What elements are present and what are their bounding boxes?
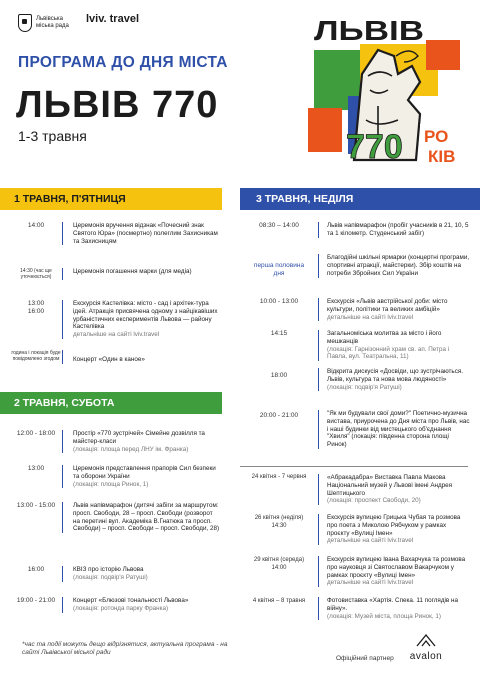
- day3-event: [240, 410, 470, 449]
- event-description: [318, 298, 470, 321]
- event-time: 08:30 – 14:00: [259, 222, 299, 229]
- event-description: [318, 597, 470, 620]
- event-text: Екскурсія Кастелівка: місто - сад і архітек-тура ідей. Атракція присвячена одному з найцікавіших урбаністичних експериментів Львова — району Кастелівка: [73, 300, 218, 331]
- partner-label: Офіційний партнер: [336, 655, 394, 662]
- event-time: 26 квітня (неділя) 14:30: [254, 515, 304, 529]
- event-location: (локація: проспект Свободи, 20): [327, 497, 421, 505]
- day3-header: 3 ТРАВНЯ, НЕДІЛЯ: [240, 188, 480, 210]
- event-description: [318, 410, 470, 449]
- event-time: 13:00: [27, 465, 45, 472]
- day1-event: [10, 268, 220, 280]
- event-time: 13:00 16:00: [27, 300, 45, 315]
- event-time: 10:00 - 13:00: [259, 298, 299, 305]
- event-time: 19:00 - 21:00: [16, 597, 56, 604]
- program-title: ПРОГРАМА ДО ДНЯ МІСТА: [18, 54, 228, 71]
- event-text: Львів напівмарафон (дитячі забіги за маршрутом: просп. Свободи, 28 – просп. Свободи (розворот на перетині вул. Академіка В.Гнатюка та просп. Свободи) – просп. Свободи – просп. Свободи, 28): [73, 502, 220, 533]
- event-text: Концерт «Блюзові тональності Львова»: [73, 597, 189, 604]
- event-description: [62, 222, 220, 245]
- event-description: [318, 368, 470, 391]
- event-text: "Як ми будували свої доми?" Поетично-музична вистава, приурочена до Дня міста про Львів, нас і наші будинки від мистецького об'єднання "Хвиля" (локація: південна сторона площі Ринок): [327, 410, 470, 449]
- event-location: (локація: площа перед ЛНУ ім. Франка): [73, 445, 189, 453]
- day1-event: [10, 222, 220, 245]
- day1-event: [10, 300, 220, 339]
- day1-event: [10, 350, 220, 364]
- event-description: [62, 268, 220, 280]
- partner-logo: [405, 633, 447, 662]
- event-description: [62, 597, 220, 613]
- event-dates: 1-3 травня: [18, 128, 87, 144]
- day1-header: 1 ТРАВНЯ, П'ЯТНИЦЯ: [0, 188, 222, 210]
- artwork-number: 770: [346, 128, 403, 166]
- event-description: [62, 350, 220, 364]
- city-council-logo: [18, 14, 76, 32]
- partner-name: avalon: [409, 651, 443, 662]
- event-description: [318, 330, 470, 361]
- event-time: 20:00 - 21:00: [259, 412, 299, 419]
- day2-event: [10, 430, 220, 453]
- artwork-badge-line1: РО: [424, 127, 449, 146]
- event-time: перша половина дня: [253, 262, 305, 277]
- extra-event: [240, 514, 470, 545]
- event-details-link[interactable]: детальніше на сайті lviv.travel: [327, 313, 414, 321]
- event-details-link[interactable]: детальніше на сайті lviv.travel: [327, 579, 414, 587]
- day2-event: [10, 465, 220, 488]
- event-description: [62, 465, 220, 488]
- event-text: «Абракадабра» Виставка Павла Макова Національний музей у Львові імені Андрея Шептицького: [327, 474, 453, 497]
- event-text: Екскурсія «Львів австрійської доби: місто культури, політики та великих амбіцій»: [327, 298, 448, 313]
- event-time: 18:00: [270, 372, 288, 379]
- event-text: Загальноміська молитва за місто і його мешканців: [327, 330, 442, 345]
- day2-event: [10, 597, 220, 613]
- event-text: КВІЗ про історію Львова: [73, 566, 144, 573]
- event-time: година і локація буде повідомлено згодом: [11, 350, 61, 362]
- event-description: [318, 222, 470, 238]
- artwork-badge-line2: КІВ: [428, 147, 456, 166]
- event-location: (локація: площа Ринок, 1): [73, 480, 149, 488]
- section-divider: [240, 466, 468, 467]
- event-location: (локація: Музей міста, площа Ринок, 1): [327, 612, 442, 620]
- extra-event: [240, 474, 470, 505]
- day3-event: [240, 222, 470, 238]
- main-title: ЛЬВІВ 770: [16, 84, 219, 126]
- event-location: (локація: ротонда парку Франка): [73, 604, 169, 612]
- city-crest-icon: [18, 14, 32, 32]
- day2-event: [10, 566, 220, 582]
- event-description: [62, 430, 220, 453]
- day3-event: [240, 368, 470, 391]
- event-text: Львів напівмарафон (пробіг учасників в 21, 10, 5 та 1 кілометр. Студенський забіг): [327, 222, 469, 237]
- day2-event: [10, 502, 220, 533]
- event-time: 29 квітня (середа) 14:00: [253, 557, 305, 571]
- event-text: Церемонія вручення відзнак «Почесний знак Святого Юра» (посмертно) полеглим Захисникам та Захисницям: [73, 222, 218, 245]
- day3-event: [240, 330, 470, 361]
- event-details-link[interactable]: детальніше на сайті lviv.travel: [73, 331, 160, 339]
- event-time: 16:00: [27, 566, 45, 573]
- event-text: Церемонія погашення марки (для медіа): [73, 268, 192, 275]
- avalon-mark-icon: [415, 633, 437, 647]
- event-time: 14:15: [270, 330, 288, 337]
- event-text: Екскурсія вулицею Грицька Чубая та розмова про поета з Миколою Рябчуком у рамках проєкту «Вулиці Імен»: [327, 514, 461, 537]
- footnote: *час та події можуть дещо відрізнятися, актуальна програма - на сайті Львівської міської ради: [22, 641, 228, 656]
- event-text: Екскурсія вулицею Івана Вахарчука та розмова про науковця зі Святославом Вакарчуком у рамках проєкту «Вулиці Імен»: [327, 556, 466, 579]
- event-time: 12:00 - 18:00: [16, 430, 56, 437]
- event-text: Концерт «Один в каное»: [73, 356, 145, 363]
- event-text: Церемонія представлення прапорів Сил безпеки та оборони України: [73, 465, 216, 480]
- event-description: [318, 514, 470, 545]
- event-description: [318, 474, 470, 505]
- event-text: Відкрита дискусія «Досвіди, що зустрічаються. Львів, культура та нова мова людяності»: [327, 368, 464, 383]
- event-location: (локація: подвір'я Ратуші): [73, 573, 148, 581]
- lion-artwork: [308, 10, 468, 170]
- day3-event: [240, 254, 470, 278]
- city-council-logo-text: Львівська міська рада: [36, 16, 69, 29]
- event-location: (локація: Гарнізонний храм св. ап. Петра і Павла, вул. Театральна, 11): [327, 345, 450, 361]
- event-details-link[interactable]: детальніше на сайті lviv.travel: [327, 537, 414, 545]
- extra-event: [240, 556, 470, 587]
- event-description: [62, 300, 220, 339]
- lviv-travel-logo: lviv. travel: [86, 13, 139, 25]
- event-time: 14:30 (час ще уточнюється): [20, 268, 52, 280]
- extra-event: [240, 597, 470, 620]
- event-text: Простір «770 зустрічей» Сімейне дозвілля та майстер-класи: [73, 430, 205, 445]
- day3-event: [240, 298, 470, 321]
- event-description: [318, 556, 470, 587]
- event-time: 4 квітня – 8 травня: [252, 598, 306, 604]
- event-description: [62, 502, 220, 533]
- event-text: Благодійні шкільні ярмарки (концертні програми, спортивні атракції, майстерки). Збір коштів на потреби Збройних Сил України: [327, 254, 470, 277]
- event-location: (локація: подвір'я Ратуші): [327, 383, 402, 391]
- event-time: 13:00 - 15:00: [16, 502, 56, 509]
- artwork-title: ЛЬВІВ: [314, 15, 424, 46]
- event-description: [62, 566, 220, 582]
- event-text: Фотовиставка «Хартія. Спека. 11 поглядів на війну».: [327, 597, 458, 612]
- event-description: [318, 254, 470, 278]
- event-time: 14:00: [27, 222, 45, 229]
- event-time: 24 квітня - 7 червня: [251, 474, 307, 480]
- day2-header: 2 ТРАВНЯ, СУБОТА: [0, 392, 222, 414]
